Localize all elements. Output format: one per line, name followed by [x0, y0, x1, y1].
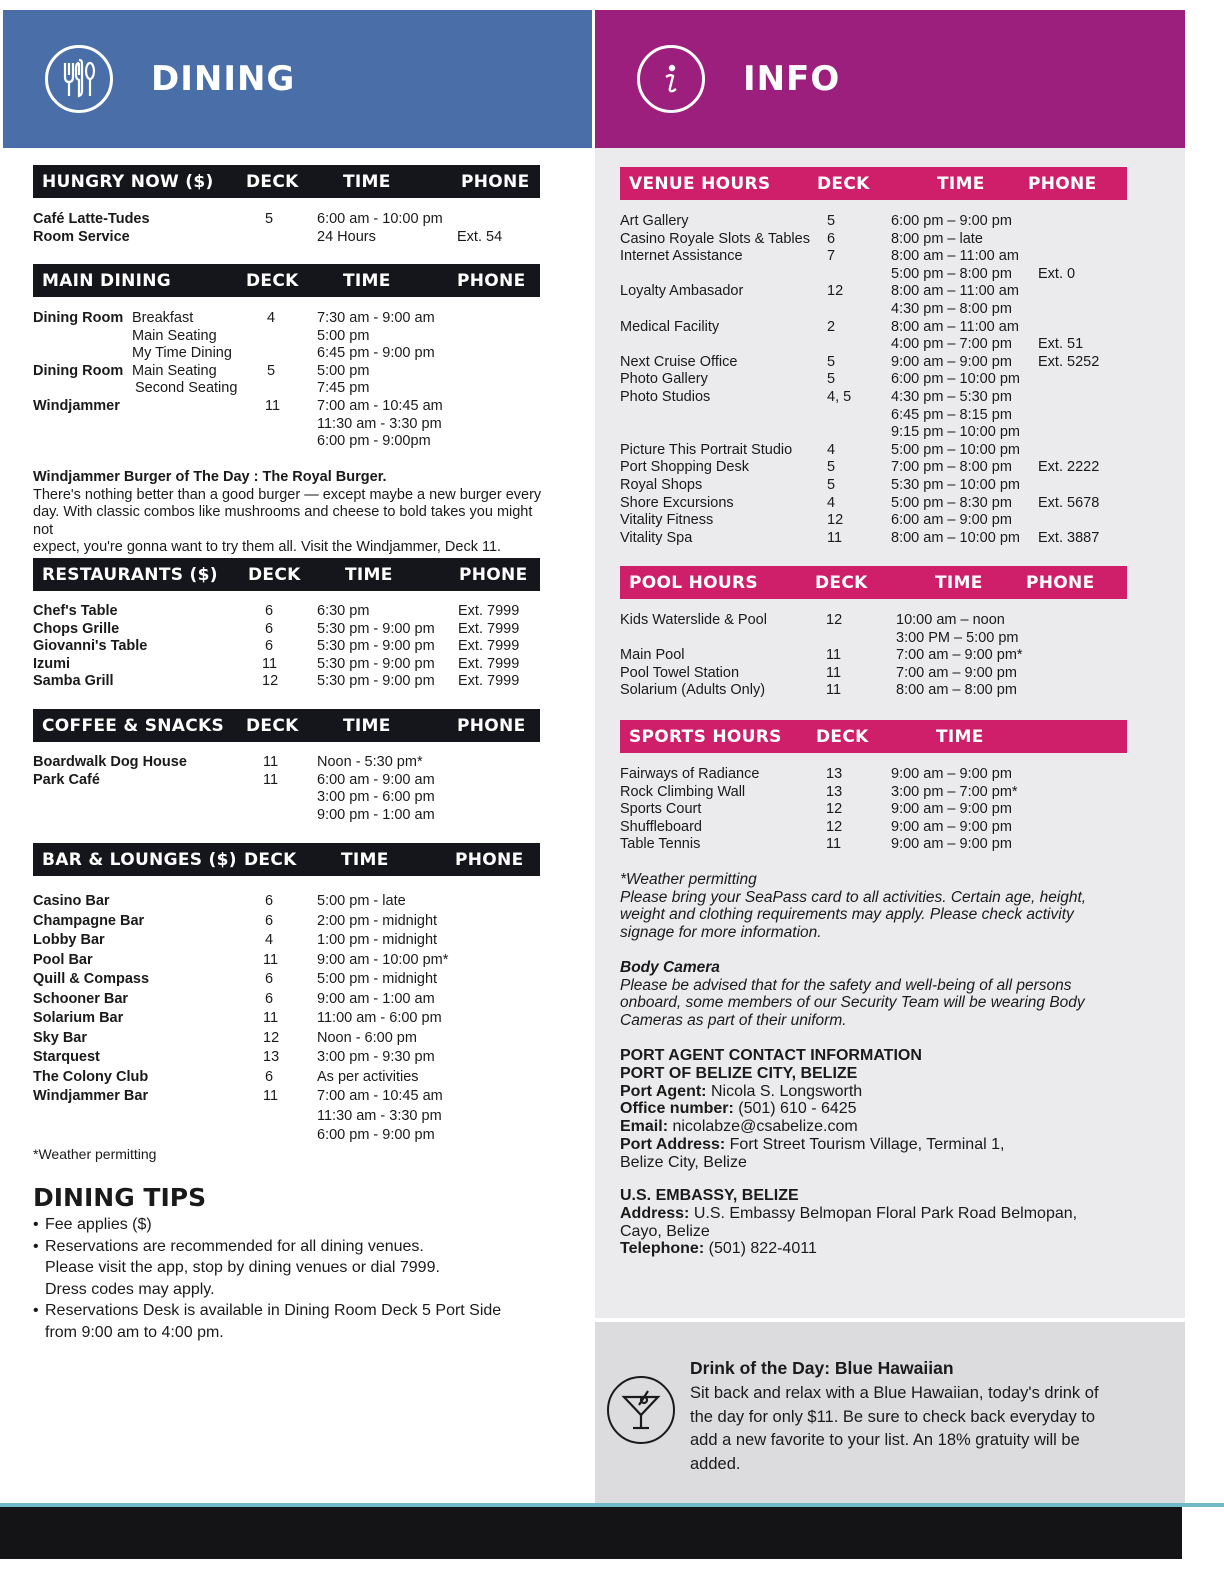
- info-icon: [637, 45, 705, 113]
- body-camera-note: Body Camera Please be advised that for the safety and well-being of all persons onboard, some members of our Security Team will be wearing Body Cameras as part of their uniform.: [620, 959, 1120, 1029]
- restaurants-list: [33, 603, 540, 691]
- table-row: Port Shopping Desk 5 7:00 pm – 8:00 pm Ext. 2222: [620, 459, 1100, 476]
- table-row: Shore Excursions 4 5:00 pm – 8:30 pm Ext. 5678: [620, 494, 1100, 511]
- table-row: Next Cruise Office 5 9:00 am – 9:00 pm Ext. 5252: [620, 353, 1100, 370]
- table-row: Main Pool 11 7:00 am – 9:00 pm*: [620, 647, 1023, 664]
- table-row: Photo Studios 4, 5 4:30 pm – 5:30 pm: [620, 388, 1012, 405]
- bars-header: BAR & LOUNGES ($) DECK TIME PHONE: [33, 843, 540, 876]
- table-row: 11:30 am - 3:30 pm: [317, 1107, 442, 1124]
- restaurants-header: RESTAURANTS ($) DECK TIME PHONE: [33, 558, 540, 591]
- list-item: • Fee applies ($): [33, 1214, 553, 1236]
- table-row: Windjammer Bar 11 7:00 am - 10:45 am: [33, 1088, 443, 1104]
- table-row: Table Tennis 11 9:00 am – 9:00 pm: [620, 836, 1012, 853]
- footer-bar: [0, 1507, 1182, 1559]
- pool-hours-list: [620, 612, 1127, 700]
- table-row: Solarium Bar 11 11:00 am - 6:00 pm: [33, 1010, 442, 1026]
- list-item-cont: Please visit the app, stop by dining venues or dial 7999.: [45, 1259, 440, 1276]
- burger-line: expect, you're gonna want to try them all. Visit the Windjammer, Deck 11.: [33, 539, 502, 556]
- venue-hours-header: VENUE HOURS DECK TIME PHONE: [620, 167, 1127, 200]
- table-row: 5:00 pm – 8:00 pm Ext. 0: [891, 265, 1076, 282]
- table-row: Pool Bar 11 9:00 am - 10:00 pm*: [33, 951, 449, 968]
- table-row: Vitality Fitness 12 6:00 am – 9:00 pm: [620, 512, 1012, 529]
- table-row: Starquest 13 3:00 pm - 9:30 pm: [33, 1049, 435, 1065]
- hungry-now-list: [33, 211, 540, 246]
- port-address: Fort Street Tourism Village, Terminal 1,: [729, 1135, 1005, 1153]
- dining-banner: [3, 10, 592, 148]
- list-item-cont: Dress codes may apply.: [45, 1280, 215, 1298]
- dining-title: DINING: [151, 59, 296, 99]
- col-time: TIME: [343, 171, 391, 192]
- table-row: 6:45 pm – 8:15 pm: [891, 406, 1012, 423]
- drink-description: Sit back and relax with a Blue Hawaiian, today's drink of the day for only $11. Be sure to check back everyday to add a new favorite to your list. An 18% gratuity will be added.: [690, 1384, 1099, 1473]
- table-row: 9:15 pm – 10:00 pm: [891, 424, 1020, 441]
- sports-hours-header: SPORTS HOURS DECK TIME: [620, 720, 1127, 753]
- table-row: 6:00 pm - 9:00pm: [317, 433, 431, 450]
- table-row: Solarium (Adults Only) 11 8:00 am – 8:00 pm: [620, 682, 1017, 699]
- embassy-address: U.S. Embassy Belmopan Floral Park Road Belmopan,: [693, 1204, 1078, 1222]
- port-agent-info: PORT AGENT CONTACT INFORMATION PORT OF BELIZE CITY, BELIZE Port Agent: Nicola S. Longsworth Office number: (501) 610 - 6425 Email: nicolabze@csabelize.com Port Address: Fort Street Tourism Village, Terminal 1, Belize City, Belize: [620, 1047, 1140, 1172]
- table-row: Sky Bar 12 Noon - 6:00 pm: [33, 1029, 417, 1046]
- table-row: Vitality Spa 11 8:00 am – 10:00 pm Ext. 3887: [620, 529, 1100, 546]
- table-row: Picture This Portrait Studio 4 5:00 pm – 10:00 pm: [620, 441, 1020, 458]
- table-row: 9:00 pm - 1:00 am: [317, 806, 435, 823]
- cocktail-icon: [607, 1376, 675, 1444]
- table-row: Photo Gallery 5 6:00 pm – 10:00 pm: [620, 371, 1020, 388]
- embassy-title: U.S. EMBASSY, BELIZE: [620, 1187, 799, 1204]
- table-row: Quill & Compass 6 5:00 pm - midnight: [33, 971, 438, 987]
- table-row: The Colony Club 6 As per activities: [33, 1068, 419, 1085]
- table-row: Boardwalk Dog House 11 Noon - 5:30 pm*: [33, 754, 423, 770]
- table-row: 11:30 am - 3:30 pm: [317, 415, 442, 432]
- burger-title: Windjammer Burger of The Day : The Royal Burger.: [33, 469, 387, 485]
- drink-title: Drink of the Day: Blue Hawaiian: [690, 1358, 954, 1378]
- table-row: Samba Grill 12 5:30 pm - 9:00 pm Ext. 7999: [33, 673, 520, 690]
- port-agent-title: PORT AGENT CONTACT INFORMATION: [620, 1047, 922, 1064]
- email-value: nicolabze@csabelize.com: [672, 1118, 858, 1136]
- info-title: INFO: [743, 59, 841, 99]
- table-row: Internet Assistance 7 8:00 am – 11:00 am: [620, 248, 1019, 265]
- coffee-snacks-header: COFFEE & SNACKS DECK TIME PHONE: [33, 709, 540, 742]
- col-phone: PHONE: [461, 171, 530, 192]
- col-deck: DECK: [246, 171, 299, 192]
- coffee-snacks-list: [33, 754, 540, 824]
- burger-of-the-day: [33, 469, 553, 557]
- port-agent-name: Nicola S. Longsworth: [710, 1082, 863, 1100]
- col-name: HUNGRY NOW ($): [42, 171, 214, 192]
- body-camera-title: Body Camera: [620, 959, 720, 976]
- table-row: Giovanni's Table 6 5:30 pm - 9:00 pm Ext. 7999: [33, 638, 520, 655]
- sports-hours-list: [620, 766, 1127, 854]
- pool-hours-header: POOL HOURS DECK TIME PHONE: [620, 566, 1127, 599]
- table-row: Lobby Bar 4 1:00 pm - midnight: [33, 932, 438, 948]
- info-banner: [595, 10, 1185, 148]
- table-row: 3:00 pm - 6:00 pm: [317, 789, 435, 806]
- table-row: Casino Bar 6 5:00 pm - late: [33, 893, 406, 909]
- table-row: 4:00 pm – 7:00 pm Ext. 51: [891, 336, 1084, 353]
- weather-note: *Weather permitting: [33, 1146, 157, 1162]
- list-item: • Reservations Desk is available in Dining Room Deck 5 Port Side: [33, 1300, 553, 1322]
- bars-list: [33, 892, 540, 1146]
- table-row: Schooner Bar 6 9:00 am - 1:00 am: [33, 990, 435, 1007]
- table-row: Second Seating 7:45 pm: [135, 380, 370, 397]
- table-row: 4:30 pm – 8:00 pm: [891, 300, 1012, 317]
- weather-note: *Weather permitting: [620, 871, 757, 888]
- table-row: Park Café 11 6:00 am - 9:00 am: [33, 771, 435, 788]
- table-row: 6:00 pm - 9:00 pm: [317, 1127, 435, 1143]
- office-number: (501) 610 - 6425: [738, 1100, 857, 1118]
- burger-line: There's nothing better than a good burger — except maybe a new burger every: [33, 486, 542, 503]
- table-row: Pool Towel Station 11 7:00 am – 9:00 pm: [620, 664, 1017, 681]
- embassy-info: U.S. EMBASSY, BELIZE Address: U.S. Embassy Belmopan Floral Park Road Belmopan, Cayo, Belize Telephone: (501) 822-4011: [620, 1187, 1140, 1258]
- table-row: Art Gallery 5 6:00 pm – 9:00 pm: [620, 213, 1012, 229]
- table-row: Izumi 11 5:30 pm - 9:00 pm Ext. 7999: [33, 655, 520, 672]
- table-row: Rock Climbing Wall 13 3:00 pm – 7:00 pm*: [620, 783, 1018, 800]
- table-row: Chef's Table 6 6:30 pm Ext. 7999: [33, 603, 520, 619]
- port-name: PORT OF BELIZE CITY, BELIZE: [620, 1064, 858, 1082]
- hungry-now-header: [33, 165, 540, 198]
- table-row: Dining Room Main Seating 5 5:00 pm: [33, 362, 370, 379]
- table-row: My Time Dining 6:45 pm - 9:00 pm: [132, 345, 435, 362]
- utensils-icon: [45, 45, 113, 113]
- dining-tips-title: DINING TIPS: [33, 1183, 207, 1212]
- dining-tips-list: [33, 1214, 553, 1343]
- burger-line: day. With classic combos like mushrooms and cheese to bold takes you might not: [33, 504, 533, 538]
- table-row: Windjammer 11 7:00 am - 10:45 am: [33, 397, 443, 414]
- table-row: Loyalty Ambasador 12 8:00 am – 11:00 am: [620, 283, 1019, 300]
- table-row: Dining Room Breakfast 4 7:30 am - 9:00 am: [33, 310, 435, 326]
- main-dining-header: MAIN DINING DECK TIME PHONE: [33, 264, 540, 297]
- table-row: Royal Shops 5 5:30 pm – 10:00 pm: [620, 476, 1020, 493]
- table-row: Café Latte-Tudes 5 6:00 am - 10:00 pm: [33, 211, 443, 227]
- table-row: Fairways of Radiance 13 9:00 am – 9:00 pm: [620, 766, 1012, 782]
- table-row: Main Seating 5:00 pm: [132, 327, 370, 344]
- venue-hours-list: [620, 213, 1127, 547]
- table-row: 3:00 PM – 5:00 pm: [896, 629, 1019, 646]
- table-row: Casino Royale Slots & Tables 6 8:00 pm – late: [620, 230, 983, 247]
- table-row: Medical Facility 2 8:00 am – 11:00 am: [620, 318, 1019, 335]
- main-dining-list: [33, 310, 540, 451]
- table-row: Kids Waterslide & Pool 12 10:00 am – noon: [620, 612, 1005, 628]
- table-row: Sports Court 12 9:00 am – 9:00 pm: [620, 801, 1012, 818]
- table-row: Room Service 24 Hours Ext. 54: [33, 228, 503, 245]
- table-row: Champagne Bar 6 2:00 pm - midnight: [33, 912, 438, 929]
- list-item-cont: from 9:00 am to 4:00 pm.: [45, 1323, 224, 1341]
- seapass-note: *Weather permitting Please bring your SeaPass card to all activities. Certain age, height, weight and clothing requirements may apply. Please check activity signage for more information.: [620, 871, 1120, 941]
- table-row: Shuffleboard 12 9:00 am – 9:00 pm: [620, 818, 1012, 835]
- list-item: • Reservations are recommended for all dining venues.: [33, 1236, 553, 1258]
- embassy-phone: (501) 822-4011: [708, 1240, 817, 1258]
- table-row: Chops Grille 6 5:30 pm - 9:00 pm Ext. 7999: [33, 620, 520, 637]
